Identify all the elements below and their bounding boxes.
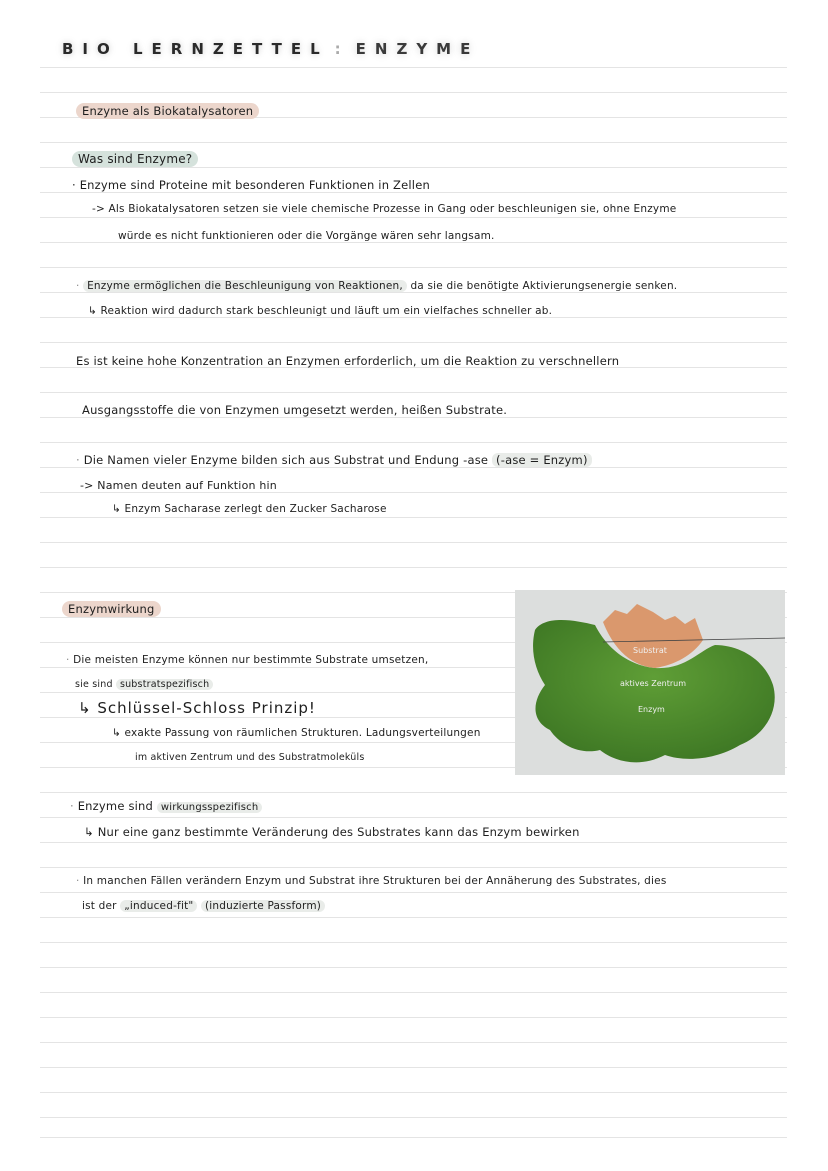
label-active-site: aktives Zentrum <box>620 679 687 688</box>
note-line: Es ist keine hohe Konzentration an Enzymen erforderlich, um die Reaktion zu verschnellern <box>76 354 620 368</box>
note-line: ↳ Reaktion wird dadurch stark beschleunigt und läuft um ein vielfaches schneller ab. <box>88 305 553 317</box>
note-line: Ausgangsstoffe die von Enzymen umgesetzt werden, heißen Substrate. <box>82 403 508 417</box>
subheading-was-sind-enzyme: Was sind Enzyme? <box>72 152 198 166</box>
title-separator: : <box>334 40 350 58</box>
section-heading-biokatalysatoren: Enzyme als Biokatalysatoren <box>76 104 259 118</box>
note-line-schluessel-schloss: ↳ Schlüssel-Schloss Prinzip! <box>78 699 316 717</box>
note-line-ase: · Die Namen vieler Enzyme bilden sich aus Substrat und Endung -ase (-ase = Enzym) <box>76 453 592 467</box>
note-line: -> Als Biokatalysatoren setzen sie viele chemische Prozesse in Gang oder beschleunigen sie, ohne Enzyme <box>92 203 677 215</box>
note-line-induced-fit: ist der „induced-fit" (induzierte Passform) <box>82 900 325 912</box>
title-part2: ENZYME <box>355 40 480 58</box>
note-line: · In manchen Fällen verändern Enzym und Substrat ihre Strukturen bei der Annäherung des Substrates, dies <box>76 875 667 887</box>
note-line: -> Namen deuten auf Funktion hin <box>80 479 277 492</box>
note-line: ↳ exakte Passung von räumlichen Strukturen. Ladungsverteilungen <box>112 727 481 739</box>
label-substrate: Substrat <box>633 646 667 655</box>
note-line-wirkungsspezifisch: · Enzyme sind wirkungsspezifisch <box>70 799 262 813</box>
label-enzyme: Enzym <box>638 705 665 714</box>
note-line-substratspezifisch: sie sind substratspezifisch <box>75 679 213 690</box>
note-line: · Die meisten Enzyme können nur bestimmte Substrate umsetzen, <box>66 654 429 666</box>
note-line: im aktiven Zentrum und des Substratmoleküls <box>135 752 365 763</box>
section-heading-enzymwirkung: Enzymwirkung <box>62 602 161 616</box>
note-line: würde es nicht funktionieren oder die Vorgänge wären sehr langsam. <box>118 230 495 242</box>
note-line-aktivierungsenergie: · Enzyme ermöglichen die Beschleunigung von Reaktionen, da sie die benötigte Aktivierungsenergie senken. <box>76 280 678 292</box>
page-title <box>62 40 479 58</box>
title-part1: BIO LERNZETTEL <box>62 40 329 58</box>
note-line: ↳ Enzym Sacharase zerlegt den Zucker Sacharose <box>112 503 387 515</box>
enzyme-substrate-figure <box>515 590 785 775</box>
note-line: · Enzyme sind Proteine mit besonderen Funktionen in Zellen <box>72 178 430 192</box>
note-line: ↳ Nur eine ganz bestimmte Veränderung des Substrates kann das Enzym bewirken <box>84 825 580 839</box>
